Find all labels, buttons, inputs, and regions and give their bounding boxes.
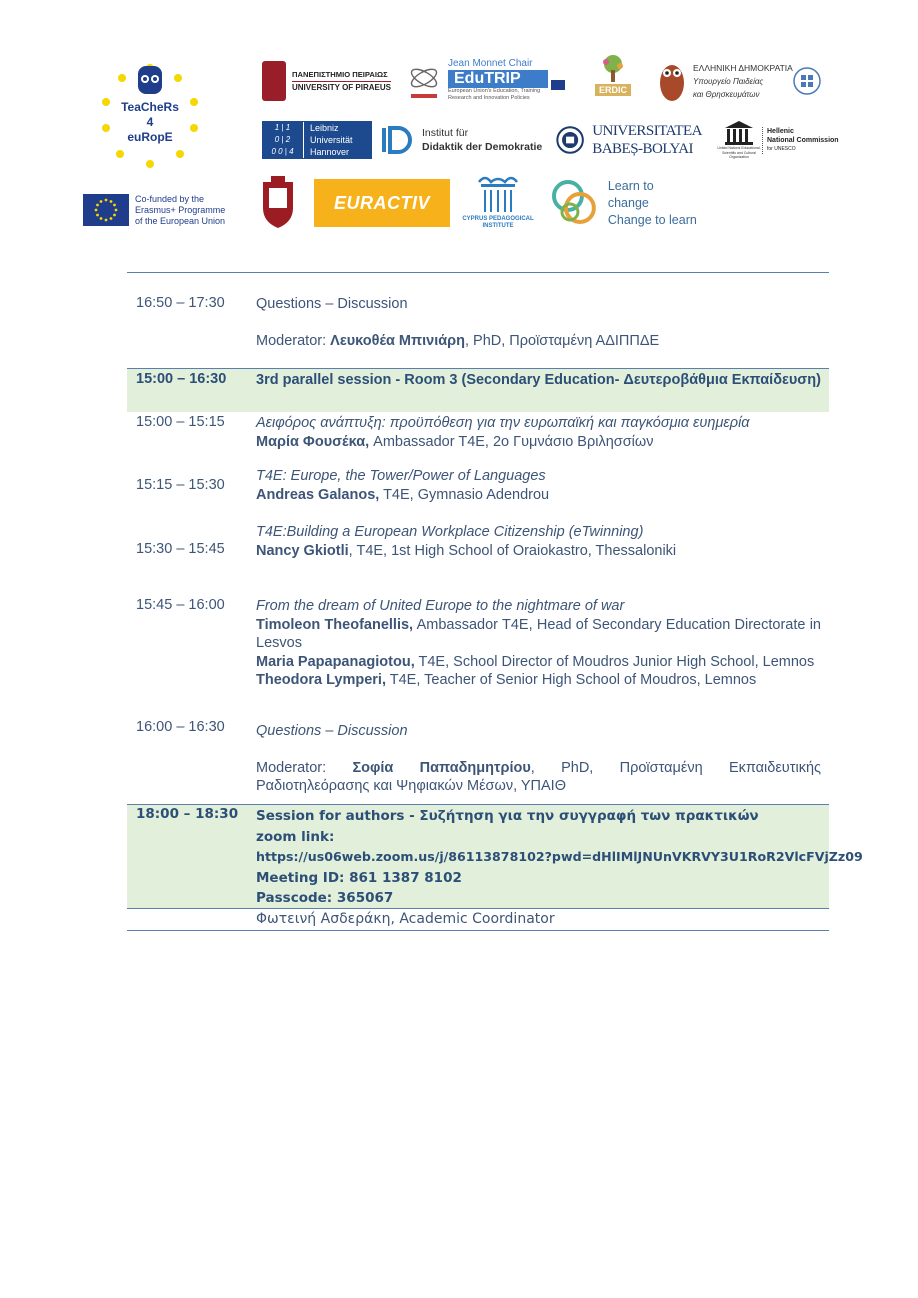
moderator-label: Moderator: (256, 759, 353, 776)
unesco-line2: National Commission (767, 136, 839, 144)
speaker-affiliation: T4E, Teacher of Senior High School of Moudros, Lemnos (385, 672, 757, 688)
erasmus-line2: Erasmus+ Programme (135, 204, 226, 215)
session-title: 3rd parallel session - Room 3 (Secondary Education- Δευτεροβάθμια Εκπαίδευση) (256, 372, 821, 388)
piraeus-line2: UNIVERSITY OF PIRAEUS (292, 82, 391, 92)
session-title: Session for authors - Συζήτηση για την συγγραφή των πρακτικών (256, 808, 759, 824)
learn-swirl-icon (548, 176, 602, 230)
euractiv-logo (314, 179, 450, 227)
erasmus-line3: of the European Union (135, 215, 226, 226)
unesco-line3: for UNESCO (767, 145, 796, 152)
passcode: Passcode: 365067 (256, 890, 394, 906)
time-cell: 16:00 – 16:30 (136, 719, 225, 735)
leibniz-mark1: 1 | 1 (274, 123, 291, 132)
time-cell: 15:00 – 15:15 (136, 414, 225, 430)
speaker-line (256, 542, 821, 561)
moderator-rest: , PhD, Προϊσταμένη ΑΔΙΠΠΔΕ (464, 332, 660, 349)
talk-title: T4E: Europe, the Tower/Power of Languages (256, 468, 546, 484)
leibniz-line2: Universität (310, 135, 353, 145)
table-row (127, 719, 829, 805)
speaker-line (256, 486, 821, 505)
babes-line2: BABEȘ-BOLYAI (592, 141, 694, 157)
erdic-logo (594, 54, 632, 104)
leibniz-line1: Leibniz (310, 123, 339, 133)
leibniz-mark3: 0 0 | 4 (271, 147, 294, 156)
speaker-affiliation: , T4E, 1st High School of Oraiokastro, Thessaloniki (348, 542, 677, 559)
eu-flag-icon (83, 194, 129, 226)
leibniz-line3: Hannover (310, 147, 350, 157)
time-cell: 16:50 – 17:30 (136, 295, 225, 311)
leibniz-logo (262, 121, 372, 159)
coordinator-row (127, 909, 829, 931)
piraeus-logo (262, 60, 404, 102)
cyprus-pi-logo (460, 172, 536, 234)
table-row (127, 595, 829, 719)
item-title: Questions – Discussion (256, 723, 408, 739)
speaker-name: Maria Papapanagiotou, (256, 653, 415, 670)
greek-emblem-icon (793, 67, 821, 95)
speaker-line (256, 671, 821, 690)
moderator-name: Σοφία Παπαδημητρίου (352, 759, 531, 776)
time-cell: 15:45 – 16:00 (136, 597, 225, 613)
learn-line2: Change to learn (607, 212, 697, 227)
time-cell: 18:00 – 18:30 (136, 806, 239, 822)
coordinator: Φωτεινή Ασδεράκη, Academic Coordinator (256, 911, 555, 927)
learn-line1: Learn to change (607, 178, 654, 210)
tree-icon (598, 54, 628, 84)
time-cell: 15:30 – 15:45 (136, 541, 225, 557)
table-row (127, 523, 829, 595)
hellenic-line3: και Θρησκευμάτων (693, 89, 760, 99)
t4e-line2: 4 (146, 115, 154, 129)
speaker-name: Nancy Gkiotli (256, 542, 349, 559)
talk-title: T4E:Building a European Workplace Citizenship (eTwinning) (256, 524, 644, 540)
unesco-small: United Nations Educational, Scientific and Cultural Organization (717, 146, 761, 160)
euractiv-text: EURACTIV (333, 192, 430, 213)
erdic-text: ERDIC (595, 84, 631, 96)
meeting-id: Meeting ID: 861 1387 8102 (256, 869, 462, 886)
zoom-link[interactable]: https://us06web.zoom.us/j/86113878102?pwd=dHlIMlJNUnVKRVY3U1RoR2VlcFVjZz09 (256, 849, 863, 864)
moderator-line (256, 332, 821, 351)
hellenic-line2: Υπουργείο Παιδείας (693, 76, 764, 86)
speaker-affiliation: Ambassador T4E, Head of Secondary Education Directorate in Lesvos (256, 616, 821, 651)
teachers4europe-logo (98, 62, 202, 170)
moderator-name: Λευκοθέα Μπινιάρη (330, 332, 465, 349)
moderator-label: Moderator: (256, 332, 331, 349)
unesco-temple-icon (723, 120, 755, 146)
speaker-line (256, 653, 821, 672)
time-cell: 15:00 – 16:30 (136, 371, 227, 387)
table-row (127, 467, 829, 523)
didaktik-logo (380, 122, 550, 158)
leibniz-mark2: 0 | 2 (274, 135, 291, 144)
session-header-row (127, 369, 829, 412)
piraeus-crest-icon (262, 61, 286, 101)
idd-mark-icon (380, 124, 416, 156)
eu-flag-small-icon (551, 80, 565, 90)
speaker-affiliation: T4E, Gymnasio Adendrou (379, 486, 550, 503)
hellenic-ministry-logo (657, 58, 827, 104)
talk-title: From the dream of United Europe to the nightmare of war (256, 598, 625, 614)
speaker-line (256, 616, 821, 653)
talk-title: Αειφόρος ανάπτυξη: προϋπόθεση για την ευρωπαϊκή και παγκόσμια ευημερία (256, 415, 750, 431)
time-cell: 15:15 – 15:30 (136, 477, 225, 493)
edutrip-line1: Jean Monnet Chair (448, 58, 533, 69)
moderator-line (256, 759, 821, 796)
speaker-name: Andreas Galanos, (256, 486, 380, 503)
table-row (127, 273, 829, 369)
edutrip-line4: Research and Innovation Policies (448, 95, 530, 101)
speaker-affiliation: T4E, School Director of Moudros Junior High School, Lemnos (414, 653, 815, 670)
edutrip-line2: EduTRIP (448, 70, 548, 88)
babes-bolyai-logo (556, 118, 702, 162)
edutrip-line3: European Union's Education, Training (448, 88, 541, 94)
babes-seal-icon (556, 119, 584, 161)
speaker-name: Μαρία Φουσέκα, (256, 433, 370, 450)
speaker-name: Theodora Lymperi, (256, 672, 386, 688)
programme-table (127, 272, 863, 931)
research-centre-logo (407, 60, 441, 102)
table-row (127, 412, 829, 467)
edutrip-logo (448, 58, 550, 104)
didaktik-line2: Didaktik der Demokratie (422, 141, 543, 153)
authors-session-row (127, 805, 863, 909)
unesco-logo (716, 114, 842, 166)
unesco-line1: Hellenic (767, 127, 794, 135)
speaker-line (256, 433, 821, 452)
zoom-label: zoom link: (256, 828, 335, 845)
speaker-affiliation: Ambassador T4E, 2ο Γυμνάσιο Βριλησσίων (369, 433, 654, 450)
t4e-line1: TeaCheRs (121, 100, 179, 114)
learn-to-change-logo (548, 176, 698, 230)
partner-logos (0, 0, 918, 250)
moderator-rest: , PhD, Προϊσταμένη Εκπαιδευτικής Ραδιοτηλεόρασης και Ψηφιακών Μέσων, ΥΠΑΙΘ (256, 759, 821, 794)
erasmus-line1: Co-funded by the (135, 193, 205, 204)
cyprus-line2: INSTITUTE (482, 223, 514, 229)
t4e-line3: euRopE (127, 130, 173, 144)
owl-icon (657, 59, 687, 103)
didaktik-line1: Institut für (422, 127, 469, 139)
item-title: Questions – Discussion (256, 296, 408, 312)
school-shield-logo (260, 174, 296, 232)
hellenic-line1: ΕΛΛΗΝΙΚΗ ΔΗΜΟΚΡΑΤΙΑ (693, 62, 793, 73)
piraeus-line1: ΠΑΝΕΠΙΣΤΗΜΙΟ ΠΕΙΡΑΙΩΣ (292, 69, 391, 82)
ionic-column-icon (473, 172, 523, 216)
babes-line1: UNIVERSITATEA (592, 123, 702, 139)
erasmus-logo (83, 192, 243, 228)
cyprus-line1: CYPRUS PEDAGOGICAL (462, 216, 534, 222)
speaker-name: Timoleon Theofanellis, (256, 616, 414, 633)
